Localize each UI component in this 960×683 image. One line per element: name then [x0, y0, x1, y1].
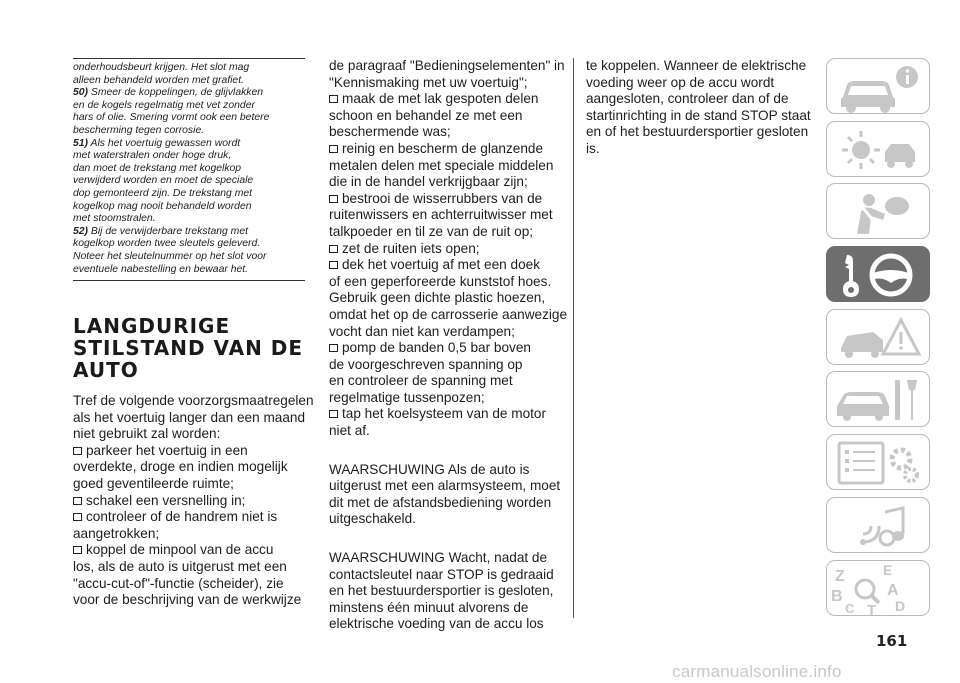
warning-note-line	[73, 238, 305, 251]
text-line	[73, 576, 305, 593]
warning-note-line	[73, 87, 305, 100]
column-divider	[573, 58, 574, 618]
line-text: metalen delen met speciale middelen	[329, 157, 554, 173]
text-line: aangesloten, controleer dan of de	[586, 91, 789, 107]
line-text: zet de ruiten iets open;	[342, 240, 480, 256]
index-letter-e: E	[883, 561, 893, 578]
dashboard-lights-icon	[827, 122, 930, 177]
checkbox-bullet-icon	[73, 546, 82, 554]
text-line: voeding weer op de accu wordt	[586, 74, 775, 90]
warning-note-line	[73, 125, 305, 138]
note-number: 52)	[73, 225, 89, 237]
text-line	[329, 257, 561, 274]
text-line: dit met de afstandsbediening worden	[329, 494, 552, 510]
line-text: beschermende was;	[329, 124, 451, 140]
line-text: "accu-cut-of"-functie (scheider), zie	[73, 575, 284, 591]
line-text: de paragraaf "Bedieningselementen" in	[329, 58, 565, 73]
note-text: met waterstralen onder hoge druk,	[73, 150, 232, 162]
index-letter-c: C	[845, 600, 855, 616]
text-line	[73, 476, 305, 493]
text-line: minstens één minuut alvorens de	[329, 599, 529, 615]
note-text: met stoomstralen.	[73, 213, 156, 225]
column-3-body	[586, 58, 811, 158]
warning-note-line	[73, 100, 305, 113]
line-text: schakel een versnelling in;	[86, 492, 246, 508]
text-line	[329, 340, 561, 357]
line-text: reinig en bescherm de glanzende	[342, 140, 544, 156]
text-line	[329, 91, 561, 108]
text-line	[329, 290, 561, 307]
technical-data-icon	[827, 435, 930, 490]
checkbox-bullet-icon	[73, 447, 82, 455]
text-line	[73, 426, 305, 443]
text-line: WAARSCHUWING Wacht, nadat de	[329, 550, 548, 566]
text-line	[73, 592, 305, 609]
line-text: koppel de minpool van de accu	[86, 542, 274, 558]
car-info-icon	[827, 59, 930, 114]
text-line: en het bestuurdersportier is gesloten,	[329, 583, 554, 599]
note-text: dan moet de trekstang met kogelkop	[73, 162, 242, 174]
warning-notes-box	[73, 58, 305, 281]
line-text: controleer of de handrem niet is	[86, 509, 278, 525]
text-line	[329, 224, 561, 241]
warning-note-line	[73, 175, 305, 188]
tab-maintenance[interactable]	[826, 371, 930, 427]
column-1-body	[73, 393, 314, 609]
warning-note-line	[73, 163, 305, 176]
text-line	[329, 207, 561, 224]
heading-line: AUTO	[73, 358, 139, 383]
text-line: te koppelen. Wanneer de elektrische	[586, 58, 807, 73]
index-letter-a: A	[887, 581, 899, 599]
text-line	[329, 373, 561, 390]
warning-note-line	[73, 213, 305, 226]
text-line	[329, 158, 561, 175]
column-2-body	[329, 58, 568, 440]
checkbox-bullet-icon	[329, 195, 338, 203]
text-line	[329, 423, 561, 440]
index-letter-z: Z	[835, 567, 845, 585]
maintenance-car-tools-icon	[827, 372, 930, 427]
note-text: Bij de verwijderbare trekstang met	[88, 225, 249, 237]
warning-paragraph-battery	[329, 550, 561, 633]
line-text: parkeer het voertuig in een	[86, 442, 248, 458]
line-text: dek het voertuig af met een doek	[342, 257, 540, 273]
tab-multimedia[interactable]	[826, 497, 930, 553]
text-line: startinrichting in de stand STOP staat	[586, 107, 811, 123]
text-line	[329, 274, 561, 291]
column-3	[586, 58, 811, 158]
line-text: Gebruik geen dichte plastic hoezen,	[329, 290, 546, 306]
index-letter-t: T	[867, 601, 877, 617]
checkbox-bullet-icon	[329, 344, 338, 352]
text-line	[329, 406, 561, 423]
warning-triangle-car-icon	[827, 310, 930, 365]
chapter-tabs	[826, 58, 931, 622]
note-number: 51)	[73, 137, 89, 149]
text-line: elektrische voeding van de accu los	[329, 616, 544, 632]
warning-note-line	[73, 75, 305, 88]
tab-technical-data[interactable]	[826, 434, 930, 490]
text-line	[329, 174, 561, 191]
text-line	[329, 324, 561, 341]
heading-line: STILSTAND VAN DE	[73, 336, 304, 361]
index-letter-d: D	[895, 597, 906, 614]
text-line	[329, 141, 561, 158]
index-letter-b: B	[831, 587, 843, 605]
watermark: carmanualsonline.info	[672, 662, 842, 681]
column-1	[73, 58, 314, 609]
line-text: overdekte, droge en indien mogelijk	[73, 459, 288, 475]
note-text: bescherming tegen corrosie.	[73, 124, 205, 136]
heading-line: LANGDURIGE	[73, 314, 231, 339]
text-line	[329, 191, 561, 208]
text-line: uitgeschakeld.	[329, 511, 416, 527]
alphabetical-index-icon	[827, 561, 930, 616]
line-text: de voorgeschreven spanning op	[329, 356, 523, 372]
line-text: talkpoeder en til ze van de ruit op;	[329, 223, 534, 239]
line-text: goed geventileerde ruimte;	[73, 476, 234, 492]
line-text: schoon en behandel ze met een	[329, 107, 523, 123]
checkbox-bullet-icon	[73, 497, 82, 505]
line-text: vocht dan niet kan verdampen;	[329, 323, 515, 339]
text-line: WAARSCHUWING Als de auto is	[329, 461, 530, 477]
line-text: niet gebruikt zal worden:	[73, 426, 221, 442]
line-text: regelmatige tussenpozen;	[329, 389, 485, 405]
warning-note-line	[73, 188, 305, 201]
text-line	[73, 559, 305, 576]
text-line	[329, 124, 561, 141]
warning-note-line	[73, 112, 305, 125]
warning-note-line	[73, 150, 305, 163]
page-number: 161	[876, 632, 908, 650]
line-text: los, als de auto is uitgerust met een	[73, 559, 287, 575]
line-text: bestrooi de wisserrubbers van de	[342, 190, 543, 206]
warning-note-line	[73, 226, 305, 239]
note-text: dop gemonteerd zijn. De trekstang met	[73, 187, 253, 199]
text-line	[73, 509, 305, 526]
line-text: als het voertuig langer dan een maand	[73, 409, 306, 425]
warning-note-line	[73, 251, 305, 264]
line-text: Tref de volgende voorzorgsmaatregelen	[73, 393, 314, 409]
tab-car-info[interactable]	[826, 58, 930, 114]
note-text: onderhoudsbeurt krijgen. Het slot mag	[73, 62, 250, 73]
tab-starting-driving[interactable]	[826, 246, 930, 302]
line-text: "Kennismaking met uw voertuig";	[329, 74, 528, 90]
column-2	[329, 58, 568, 633]
text-line	[329, 357, 561, 374]
text-line: is.	[586, 140, 600, 156]
section-heading	[73, 315, 305, 381]
note-text: verwijderd worden en moet de speciale	[73, 175, 254, 187]
text-line: en of het bestuurdersportier gesloten	[586, 124, 809, 140]
text-line	[73, 410, 305, 427]
warning-note-line	[73, 201, 305, 214]
text-line: uitgerust met een alarmsysteem, moet	[329, 478, 561, 494]
note-text: Noteer het sleutelnummer op het slot voor	[73, 250, 267, 262]
line-text: niet af.	[329, 423, 370, 439]
line-text: aangetrokken;	[73, 525, 160, 541]
line-text: voor de beschrijving van de werkwijze	[73, 592, 302, 608]
checkbox-bullet-icon	[329, 410, 338, 418]
key-steering-wheel-icon	[827, 247, 930, 302]
text-line	[73, 459, 305, 476]
tab-dashboard[interactable]	[826, 121, 930, 177]
text-line	[73, 393, 314, 410]
note-text: hars of olie. Smering vormt ook een betere	[73, 112, 270, 124]
checkbox-bullet-icon	[329, 95, 338, 103]
warning-note-line	[73, 62, 305, 75]
warning-paragraph-alarm	[329, 462, 561, 528]
text-line	[329, 58, 565, 75]
note-text: kogelkop worden twee sleutels geleverd.	[73, 238, 261, 250]
note-text: alleen behandeld worden met grafiet.	[73, 74, 244, 86]
line-text: pomp de banden 0,5 bar boven	[342, 340, 531, 356]
text-line	[73, 443, 305, 460]
line-text: of een geperforeerde kunststof hoes.	[329, 273, 552, 289]
line-text: omdat het op de carrosserie aanwezige	[329, 306, 568, 322]
text-line	[329, 75, 561, 92]
line-text: maak de met lak gespoten delen	[342, 91, 539, 107]
note-text: en de kogels regelmatig met vet zonder	[73, 99, 255, 111]
text-line	[73, 493, 305, 510]
note-text: eventuele nabestelling en bewaar het.	[73, 263, 249, 275]
line-text: ruitenwissers en achterruitwisser met	[329, 207, 553, 223]
note-text: Smeer de koppelingen, de glijvlakken	[88, 87, 264, 99]
text-line	[329, 108, 561, 125]
text-line	[329, 241, 561, 258]
checkbox-bullet-icon	[73, 513, 82, 521]
tab-emergency[interactable]	[826, 309, 930, 365]
safety-airbag-icon	[827, 184, 930, 239]
checkbox-bullet-icon	[329, 145, 338, 153]
text-line	[73, 542, 305, 559]
tab-index[interactable]	[826, 560, 930, 616]
checkbox-bullet-icon	[329, 245, 338, 253]
warning-note-line	[73, 264, 305, 277]
note-number: 50)	[73, 87, 89, 99]
checkbox-bullet-icon	[329, 261, 338, 269]
tab-safety[interactable]	[826, 183, 930, 239]
multimedia-icon	[827, 498, 930, 553]
text-line	[329, 390, 561, 407]
line-text: die in de handel verkrijgbaar zijn;	[329, 174, 528, 190]
warning-note-line	[73, 138, 305, 151]
text-line	[329, 306, 568, 324]
note-text: Als het voertuig gewassen wordt	[88, 137, 241, 149]
text-line	[73, 526, 305, 543]
line-text: tap het koelsysteem van de motor	[342, 406, 547, 422]
text-line: contactsleutel naar STOP is gedraaid	[329, 566, 554, 582]
note-text: kogelkop mag nooit behandeld worden	[73, 200, 252, 212]
line-text: en controleer de spanning met	[329, 373, 513, 389]
